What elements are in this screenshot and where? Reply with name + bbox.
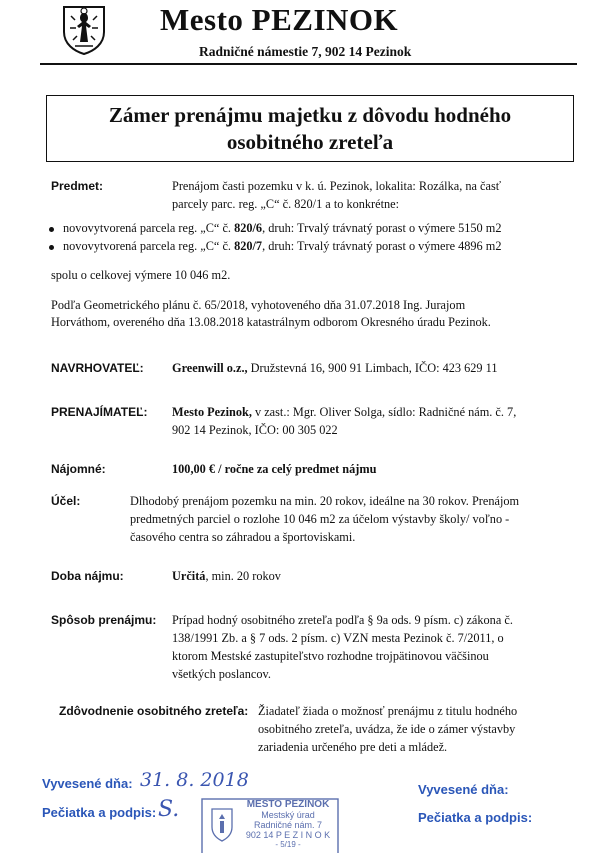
predmet-total: spolu o celkovej výmere 10 046 m2.	[51, 268, 231, 282]
city-title: Mesto PEZINOK	[160, 2, 399, 37]
doba-najmu-rest: , min. 20 rokov	[205, 569, 281, 583]
official-stamp	[200, 797, 340, 853]
navrhovatel-details: Družstevná 16, 900 91 Limbach, IČO: 423 629 11	[247, 361, 498, 375]
parcel-suffix: , druh: Trvalý trávnatý porast o výmere 4896 m2	[262, 239, 502, 253]
prenajimatel-name: Mesto Pezinok,	[172, 405, 252, 419]
ucel-line3: časového centra so záhradou a športoviskami.	[130, 530, 356, 544]
posted-date-handwritten: 31. 8. 2018	[140, 769, 249, 791]
document-title-line2: osobitného zreteľa	[226, 130, 394, 154]
navrhovatel-label: NAVRHOVATEĽ:	[51, 361, 144, 375]
stamp-line2: Mestský úrad	[261, 810, 315, 820]
najomne-value: 100,00 € / ročne za celý predmet nájmu	[172, 462, 377, 476]
navrhovatel-name: Greenwill o.z.,	[172, 361, 248, 375]
ucel-line2: predmetných parciel o rozlohe 10 046 m2 za účelom výstavby školy/ voľno -	[130, 512, 510, 526]
parcel-prefix: novovytvorená parcela reg. „C“ č.	[63, 221, 235, 235]
predmet-label: Predmet:	[51, 179, 104, 193]
parcel-prefix: novovytvorená parcela reg. „C“ č.	[63, 239, 235, 253]
parcel-number: 820/6	[234, 221, 263, 235]
najomne-label: Nájomné:	[51, 462, 106, 476]
coat-of-arms-icon	[61, 4, 107, 56]
document-title-line1: Zámer prenájmu majetku z dôvodu hodného	[108, 103, 512, 127]
prenajimatel-value	[172, 403, 516, 421]
stamp-line3: Radničné nám. 7	[253, 820, 323, 830]
doba-najmu-type: Určitá	[172, 569, 206, 583]
posted-date-label-right: Vyvesené dňa:	[418, 782, 509, 797]
ucel-label: Účel:	[51, 494, 81, 508]
stamp-line5: - 5/19 -	[275, 840, 301, 849]
prenajimatel-details-line2: 902 14 Pezinok, IČO: 00 305 022	[172, 423, 338, 437]
zdovodnenie-line2: osobitného zreteľa, uvádza, že ide o zámer výstavby	[258, 722, 516, 736]
stamp-signature-label-right: Pečiatka a podpis:	[418, 810, 533, 825]
predmet-line2: parcely parc. reg. „C“ č. 820/1 a to konkrétne:	[172, 197, 400, 211]
zdovodnenie-line3: zariadenia určeného pre deti a mládež.	[258, 740, 448, 754]
document-title	[46, 102, 574, 156]
bullet-icon	[49, 245, 54, 250]
zdovodnenie-label: Zdôvodnenie osobitného zreteľa:	[59, 704, 249, 718]
zdovodnenie-line1: Žiadateľ žiada o možnosť prenájmu z titulu hodného	[258, 704, 518, 718]
geo-plan-line2: Horváthom, overeného dňa 13.08.2018 katastrálnym odborom Okresného úradu Pezinok.	[51, 315, 491, 329]
navrhovatel-value	[172, 359, 497, 377]
ucel-line1: Dlhodobý prenájom pozemku na min. 20 rokov, ideálne na 30 rokov. Prenájom	[130, 494, 520, 508]
city-address: Radničné námestie 7, 902 14 Pezinok	[199, 44, 412, 59]
sposob-label: Spôsob prenájmu:	[51, 613, 157, 627]
stamp-line1: MESTO PEZINOK	[246, 799, 330, 810]
prenajimatel-details-line1: v zast.: Mgr. Oliver Solga, sídlo: Radničné nám. č. 7,	[251, 405, 517, 419]
posted-date-label: Vyvesené dňa:	[42, 776, 133, 791]
parcel-suffix: , druh: Trvalý trávnatý porast o výmere 5150 m2	[262, 221, 502, 235]
sposob-line4: všetkých poslancov.	[172, 667, 271, 681]
parcel-number: 820/7	[234, 239, 263, 253]
parcel-item-1	[49, 219, 502, 237]
header-divider	[40, 63, 577, 65]
predmet-line1: Prenájom časti pozemku v k. ú. Pezinok, lokalita: Rozálka, na časť	[172, 179, 501, 193]
bullet-icon	[49, 227, 54, 232]
prenajimatel-label: PRENAJÍMATEĽ:	[51, 405, 148, 419]
sposob-line3: ktorom Mestské zastupiteľstvo rozhodne trojpätinovou väčšinou	[172, 649, 489, 663]
doba-najmu-label: Doba nájmu:	[51, 569, 124, 583]
sposob-line2: 138/1991 Zb. a § 7 ods. 2 písm. c) VZN mesta Pezinok č. 7/2011, o	[172, 631, 504, 645]
stamp-signature-label: Pečiatka a podpis:	[42, 805, 157, 820]
stamp-line4: 902 14 P E Z I N O K	[245, 830, 331, 840]
geo-plan-line1: Podľa Geometrického plánu č. 65/2018, vyhotoveného dňa 31.07.2018 Ing. Jurajom	[51, 298, 466, 312]
doba-najmu-value	[172, 567, 281, 585]
sposob-line1: Prípad hodný osobitného zreteľa podľa § 9a ods. 9 písm. c) zákona č.	[172, 613, 513, 627]
parcel-item-2	[49, 237, 502, 255]
signature-handwritten: S.	[158, 797, 180, 822]
